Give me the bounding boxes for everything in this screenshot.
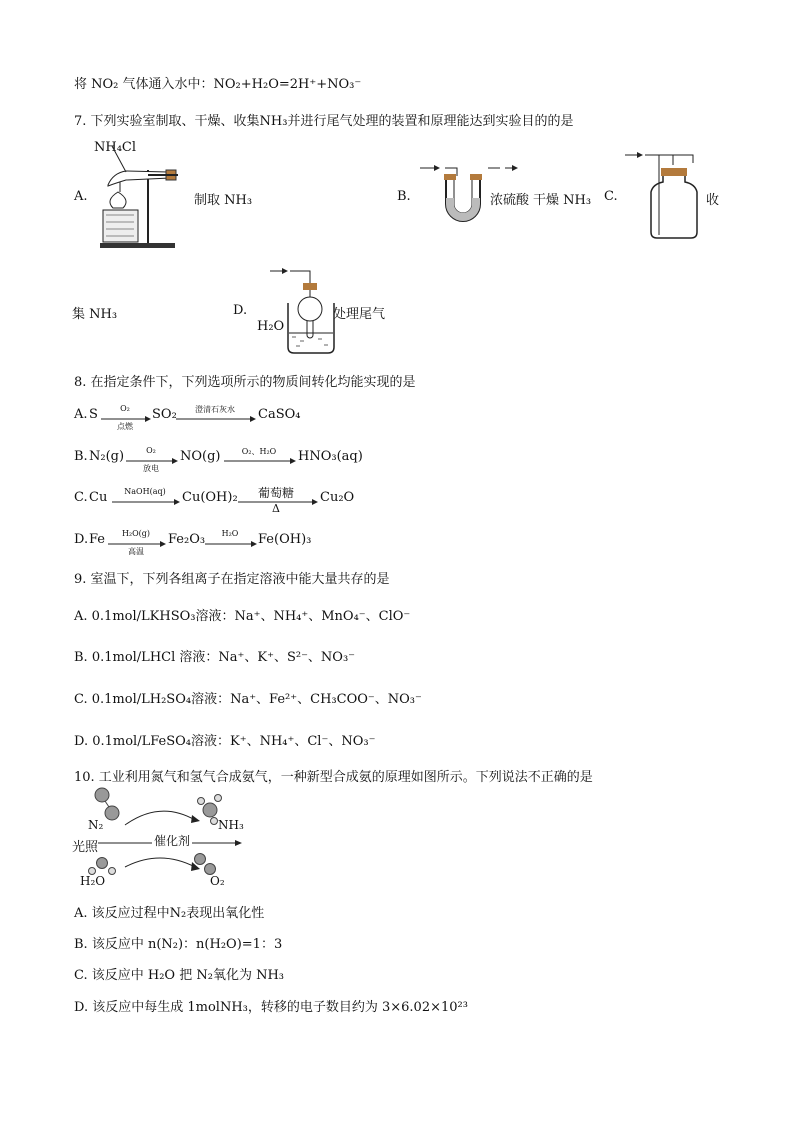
q9-stem: 9. 室温下，下列各组离子在指定溶液中能大量共存的是	[74, 572, 390, 587]
q10-stem: 10. 工业利用氮气和氢气合成氨气，一种新型合成氨的原理如图所示。下列说法不正确的是	[74, 770, 593, 785]
q9-option-c: C. 0.1mol/LH₂SO₄溶液：Na⁺、Fe²⁺、CH₃COO⁻、NO₃⁻	[74, 692, 422, 707]
q6-option-d: 将 NO₂ 气体通入水中：NO₂+H₂O=2H⁺+NO₃⁻	[74, 77, 362, 92]
q10-fig-nh3: NH₃	[218, 818, 244, 832]
q8-c-arrow-1	[112, 499, 180, 505]
q7-b-reagent: 浓硫酸	[490, 193, 530, 208]
q8-d-cond1-top: H₂O(g)	[121, 529, 151, 538]
q9-option-d: D. 0.1mol/LFeSO₄溶液：K⁺、NH₄⁺、Cl⁻、NO₃⁻	[74, 734, 376, 749]
q8-c-letter: C.	[74, 490, 88, 505]
q8-d-arrow-2	[205, 541, 257, 547]
q8-d-cond2-top: H₂O	[221, 529, 239, 538]
gas-bottle-figure	[625, 150, 705, 245]
q10-option-d: D. 该反应中每生成 1molNH₃，转移的电子数目约为 3×6.02×10²³	[74, 1000, 468, 1015]
q8-b-arrow-2	[224, 458, 296, 464]
q8-stem: 8. 在指定条件下，下列选项所示的物质间转化均能实现的是	[74, 375, 416, 390]
q7-c-caption-2: 集 NH₃	[72, 307, 118, 322]
q8-c-cond1-top: NaOH(aq)	[124, 487, 166, 496]
q8-c-s1: Cu	[89, 490, 108, 505]
heating-apparatus-figure	[98, 150, 198, 250]
q8-d-s1: Fe	[89, 532, 106, 547]
q8-a-s1: S	[89, 407, 98, 422]
q8-d-letter: D.	[74, 532, 89, 547]
q8-d-s2: Fe₂O₃	[168, 532, 206, 547]
q7-d-caption: 处理尾气	[333, 307, 386, 322]
q8-d-cond1-bot: 高温	[128, 547, 144, 556]
q8-b-s2: NO(g)	[180, 449, 221, 464]
q9-option-b: B. 0.1mol/LHCl 溶液：Na⁺、K⁺、S²⁻、NO₃⁻	[74, 650, 356, 665]
q8-b-letter: B.	[74, 449, 88, 464]
q7-a-letter: A.	[74, 189, 88, 204]
q10-option-a: A. 该反应过程中N₂表现出氧化性	[74, 906, 265, 921]
q8-d-s3: Fe(OH)₃	[258, 532, 312, 547]
q10-fig-h2o: H₂O	[80, 874, 106, 888]
q8-c-s2: Cu(OH)₂	[182, 490, 238, 505]
q10-fig-o2: O₂	[210, 874, 225, 888]
q7-c-letter: C.	[604, 189, 618, 204]
q10-fig-n2: N₂	[88, 818, 104, 832]
q7-d-reagent: H₂O	[257, 319, 285, 334]
q8-a-cond1-bot: 点燃	[117, 422, 133, 431]
q7-a-reagent: NH₄Cl	[94, 140, 137, 155]
q8-b-s3: HNO₃(aq)	[298, 449, 363, 464]
q8-b-s1: N₂(g)	[89, 449, 125, 464]
q8-a-cond1-top: O₂	[120, 404, 130, 413]
q8-a-s2: SO₂	[152, 407, 177, 422]
q7-b-caption: 干燥 NH₃	[533, 193, 592, 208]
q10-option-b: B. 该反应中 n(N₂)：n(H₂O)=1：3	[74, 937, 283, 952]
q8-b-cond1-bot: 放电	[143, 464, 159, 473]
q8-b-cond1-top: O₂	[146, 446, 156, 455]
q9-option-a: A. 0.1mol/LKHSO₃溶液：Na⁺、NH₄⁺、MnO₄⁻、ClO⁻	[74, 609, 411, 624]
q8-c-s3: Cu₂O	[320, 490, 355, 505]
q8-b-cond2-top: O₂、H₂O	[241, 447, 277, 456]
q8-c-cond2-top: 葡萄糖	[257, 486, 294, 500]
q7-stem: 7. 下列实验室制取、干燥、收集NH₃并进行尾气处理的装置和原理能达到实验目的的是	[74, 114, 574, 129]
q8-c-cond2-bot: Δ	[272, 502, 280, 515]
q7-c-caption-1: 收	[706, 193, 720, 208]
q10-option-c: C. 该反应中 H₂O 把 N₂氧化为 NH₃	[74, 968, 284, 983]
q8-a-s3: CaSO₄	[258, 407, 301, 422]
q10-fig-catalyst: 催化剂	[154, 834, 191, 848]
q7-a-caption: 制取 NH₃	[194, 193, 253, 208]
q7-d-letter: D.	[233, 303, 248, 318]
q10-fig-light: 光照	[72, 840, 99, 855]
q8-a-letter: A.	[74, 407, 88, 422]
q7-b-letter: B.	[397, 189, 411, 204]
q8-a-cond2-top: 澄清石灰水	[195, 405, 235, 414]
q8-a-arrow-2	[176, 416, 256, 422]
